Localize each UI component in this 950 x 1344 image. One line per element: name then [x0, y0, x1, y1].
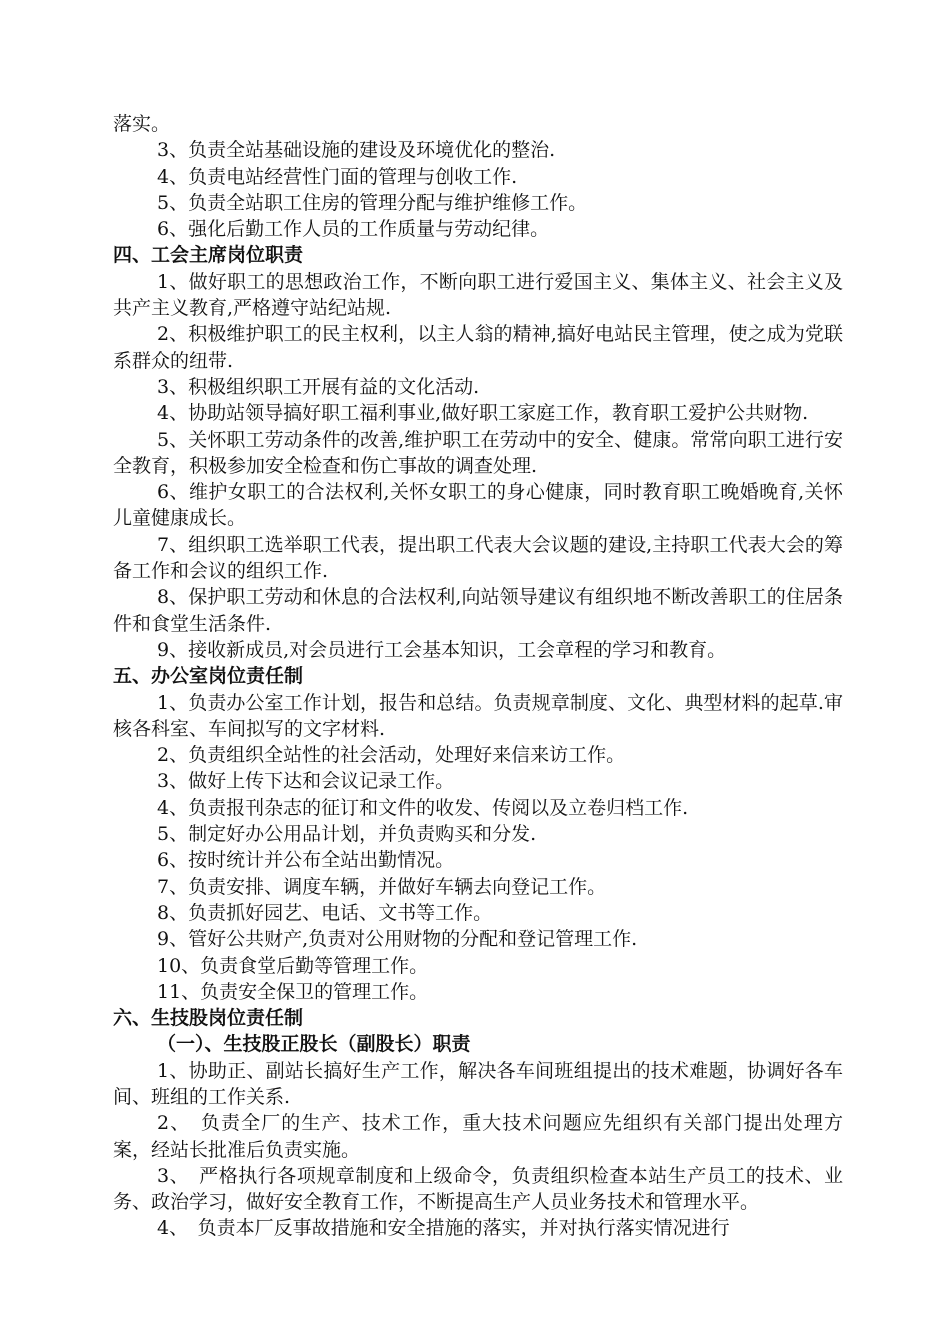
document-page	[113, 111, 843, 1242]
list-item: 6、维护女职工的合法权利,关怀女职工的身心健康，同时教育职工晚婚晚育,关怀儿童健康成长。	[113, 481, 843, 530]
list-item: 3、做好上传下达和会议记录工作。	[157, 770, 455, 793]
list-item: 5、制定好办公用品计划，并负责购买和分发.	[157, 823, 537, 846]
list-item: 1、做好职工的思想政治工作，不断向职工进行爱国主义、集体主义、社会主义及共产主义教育,严格遵守站纪站规.	[113, 270, 843, 320]
list-item: 4、负责报刊杂志的征订和文件的收发、传阅以及立卷归档工作.	[157, 796, 689, 819]
paragraph: 落实。	[113, 113, 171, 135]
list-item: 2、负责组织全站性的社会活动，处理好来信来访工作。	[157, 744, 626, 767]
subsection-heading: （一）、生技股正股长（副股长）职责	[157, 1033, 471, 1056]
list-item: 6、按时统计并公布全站出勤情况。	[157, 849, 455, 872]
list-item: 7、组织职工选举职工代表，提出职工代表大会议题的建设,主持职工代表大会的筹备工作和会议的组织工作.	[113, 533, 843, 583]
list-item: 2、 负责全厂的生产、技术工作，重大技术问题应先组织有关部门提出处理方案，经站长批准后负责实施。	[113, 1112, 843, 1161]
list-item: 6、强化后勤工作人员的工作质量与劳动纪律。	[157, 218, 550, 241]
section-heading: 六、生技股岗位责任制	[113, 1007, 304, 1030]
section-heading: 四、工会主席岗位职责	[113, 244, 304, 267]
list-item: 2、积极维护职工的民主权利，以主人翁的精神,搞好电站民主管理，使之成为党联系群众的纽带.	[113, 323, 843, 372]
list-item: 1、负责办公室工作计划，报告和总结。负责规章制度、文化、典型材料的起草.审核各科室、车间拟写的文字材料.	[113, 691, 843, 740]
section-heading: 五、办公室岗位责任制	[113, 665, 304, 688]
list-item: 11、负责安全保卫的管理工作。	[157, 980, 429, 1003]
list-item: 4、协助站领导搞好职工福利事业,做好职工家庭工作，教育职工爱护公共财物.	[157, 402, 809, 425]
list-item: 7、负责安排、调度车辆，并做好车辆去向登记工作。	[157, 875, 607, 898]
list-item: 3、积极组织职工开展有益的文化活动.	[157, 375, 480, 398]
list-item: 3、负责全站基础设施的建设及环境优化的整治.	[157, 139, 556, 162]
list-item: 5、关怀职工劳动条件的改善,维护职工在劳动中的安全、健康。常常向职工进行安全教育，积极参加安全检查和伤亡事故的调查处理.	[113, 428, 843, 477]
list-item: 10、负责食堂后勤等管理工作。	[157, 954, 429, 977]
list-item: 9、接收新成员,对会员进行工会基本知识，工会章程的学习和教育。	[157, 638, 727, 661]
list-item: 1、协助正、副站长搞好生产工作，解决各车间班组提出的技术难题，协调好各车间、班组的工作关系.	[113, 1059, 843, 1108]
list-item: 3、 严格执行各项规章制度和上级命令，负责组织检查本站生产员工的技术、业务、政治学习，做好安全教育工作，不断提高生产人员业务技术和管理水平。	[113, 1164, 843, 1214]
list-item: 5、负责全站职工住房的管理分配与维护维修工作。	[157, 191, 588, 214]
list-item: 4、 负责本厂反事故措施和安全措施的落实，并对执行落实情况进行	[157, 1217, 730, 1240]
list-item: 9、管好公共财产,负责对公用财物的分配和登记管理工作.	[157, 928, 638, 951]
list-item: 8、保护职工劳动和休息的合法权利,向站领导建议有组织地不断改善职工的住居条件和食堂生活条件.	[113, 586, 843, 635]
list-item: 8、负责抓好园艺、电话、文书等工作。	[157, 901, 493, 924]
list-item: 4、负责电站经营性门面的管理与创收工作.	[157, 165, 518, 188]
